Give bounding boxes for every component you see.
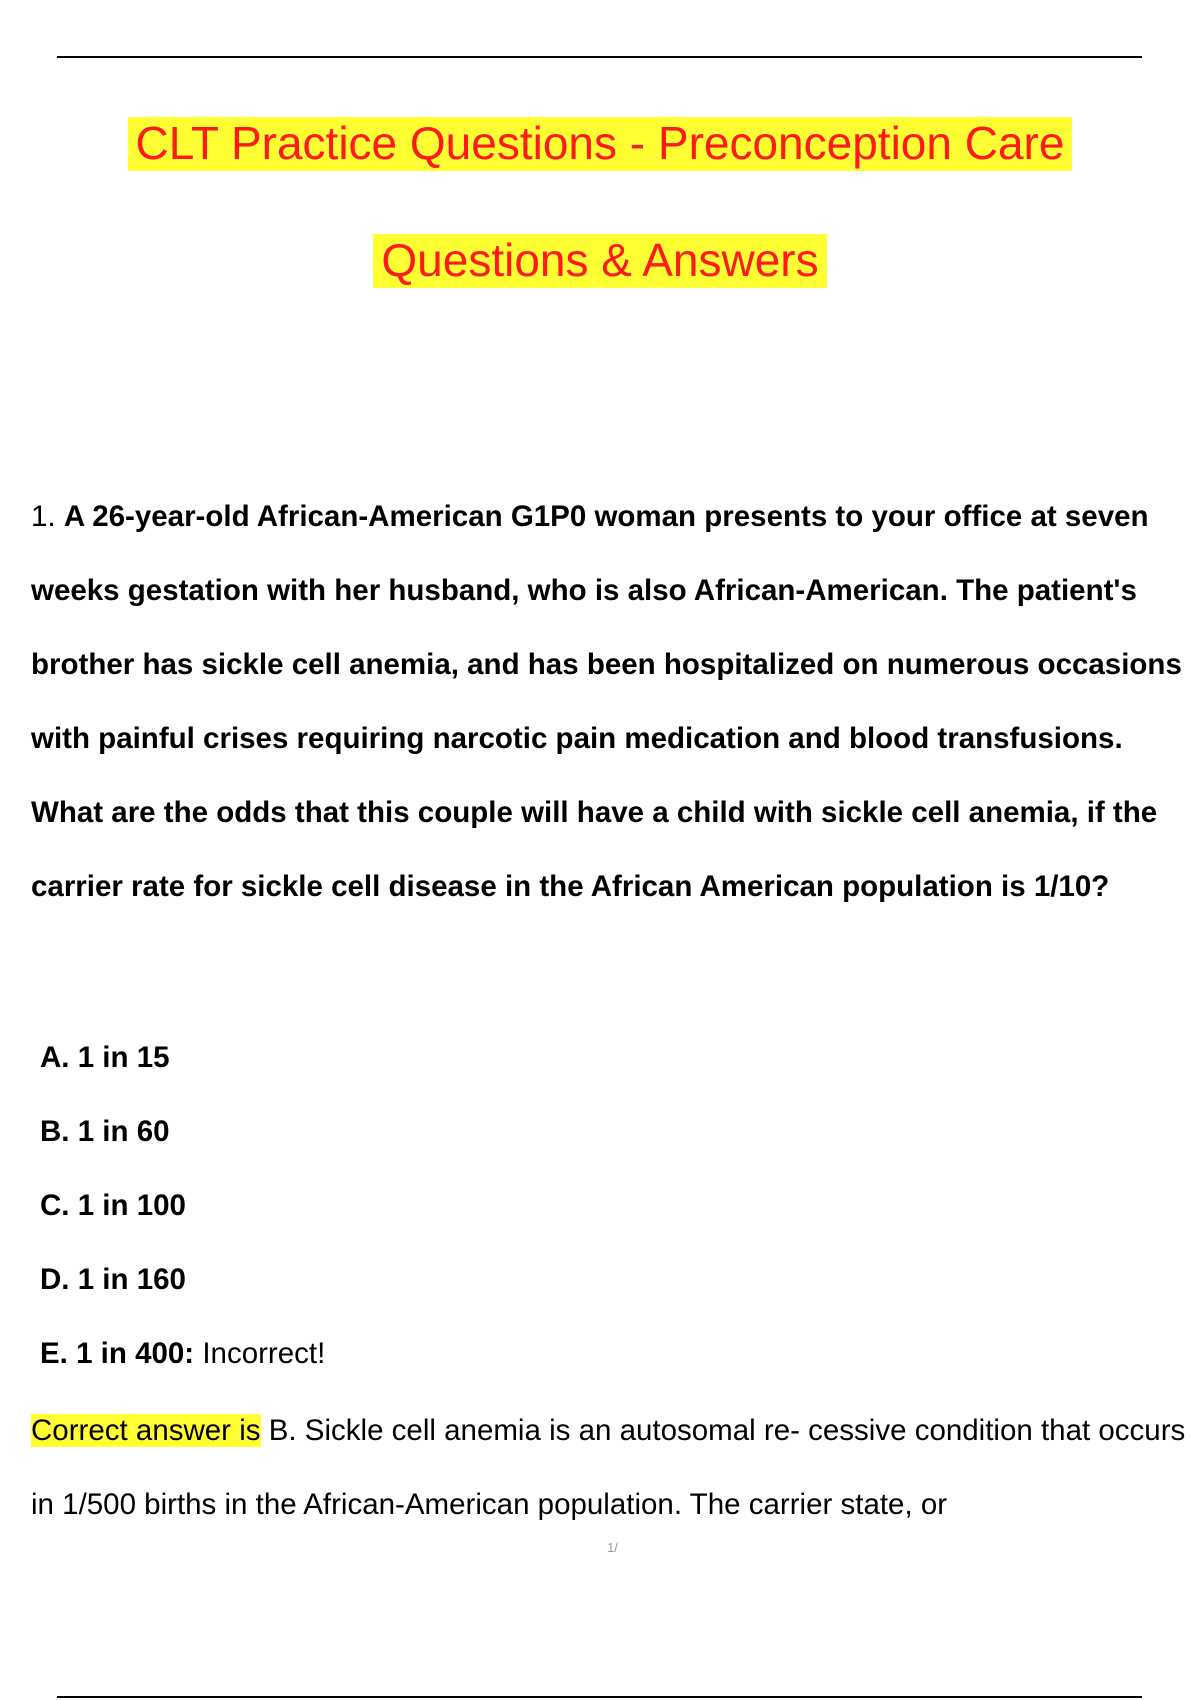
correct-answer-highlight: Correct answer is [31,1414,261,1447]
top-rule [57,56,1142,58]
option-e-label: E. 1 in 400: [40,1337,195,1370]
question-1 [31,480,1196,924]
title-highlight-2: Questions & Answers [373,234,826,288]
option-e [40,1334,325,1374]
option-b: B. 1 in 60 [40,1115,170,1148]
title-line-2 [0,232,1200,288]
title-highlight-1: CLT Practice Questions - Preconception Care [128,117,1073,171]
option-a: A. 1 in 15 [40,1041,170,1074]
answer-explanation [31,1394,1196,1542]
answer-text: B. Sickle cell anemia is an autosomal re- cessive condition that occurs in 1/500 births in the African-American population. The carrier state, or [31,1414,1186,1521]
question-number: 1. [31,500,56,533]
option-e-feedback: Incorrect! [194,1337,326,1370]
page-number: 1/ [607,1540,618,1555]
bottom-rule [57,1696,1142,1698]
title-line-1 [0,115,1200,171]
option-d: D. 1 in 160 [40,1263,186,1296]
question-stem: A 26-year-old African-American G1P0 woman presents to your office at seven weeks gestation with her husband, who is also African-American. The patient's brother has sickle cell anemia, and has been hospitalized on numerous occasions with painful crises requiring narcotic pain medication and blood transfusions. What are the odds that this couple will have a child with sickle cell anemia, if the carrier rate for sickle cell disease in the African American population is 1/10? [31,500,1182,903]
option-c: C. 1 in 100 [40,1189,186,1222]
